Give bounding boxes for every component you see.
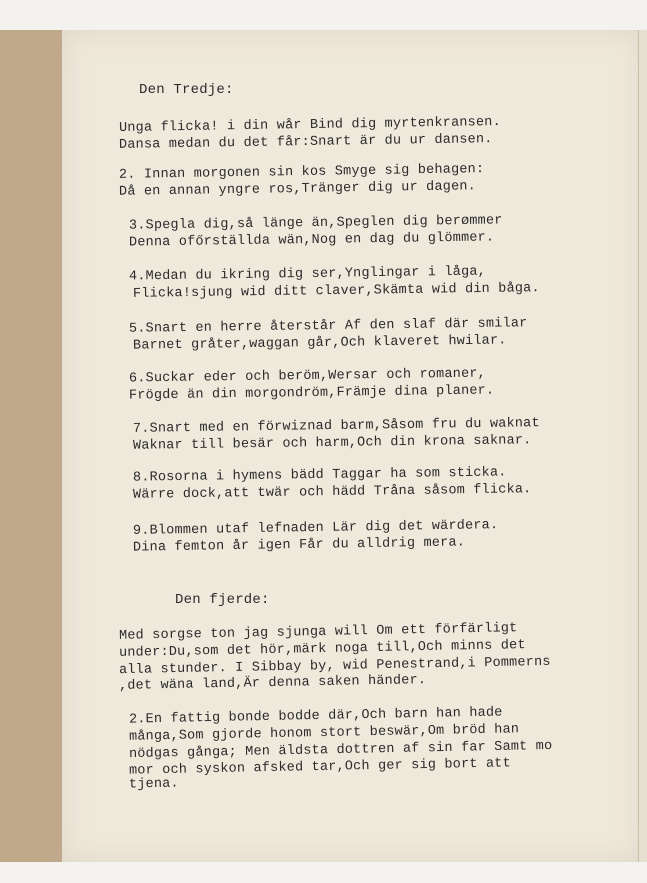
heading-den-tredje: Den Tredje:: [139, 82, 234, 98]
verse-4-line-2: Flicka!sjung wid ditt claver,Skämta wid din båga.: [132, 281, 540, 302]
verse-4-line-1: 4.Medan du ikring dig ser,Ynglingar i låga,: [128, 264, 487, 285]
verse-5-line-2: Barnet gråter,waggan går,Och klaveret hwilar.: [132, 333, 507, 354]
verse-2-line-2: Då en annan yngre ros,Tränger dig ur dagen.: [118, 179, 477, 200]
verse-9-line-1: 9.Blommen utaf lefnaden Lär dig det wärdera.: [132, 518, 499, 539]
verse-6-line-1: 6.Suckar eder och beröm,Wersar och romaner,: [128, 366, 487, 387]
verse-7-line-2: Waknar till besär och harm,Och din krona saknar.: [132, 433, 532, 454]
stanza-1-line-4: ,det wäna land,Är denna saken händer.: [118, 673, 427, 694]
verse-6-line-2: Frögde än din morgondröm,Främje dina planer.: [128, 383, 495, 404]
verse-8-line-2: Wärre dock,att twär och hädd Tråna såsom flicka.: [132, 482, 532, 503]
stanza-1-line-3: alla stunder. I Sibbay by, wid Penestrand,i Pommerns: [118, 654, 551, 679]
top-margin: [0, 0, 647, 30]
stanza-1-line-2: under:Du,som det hör,märk noga till,Och minns det: [118, 638, 526, 661]
verse-5-line-1: 5.Snart en herre återstår Af den slaf där smilar: [128, 316, 528, 337]
stanza-2-line-1: 2.En fattig bonde bodde där,Och barn han hade: [128, 705, 503, 728]
verse-1-line-1: Unga flicka! i din wår Bind dig myrtenkransen.: [118, 115, 501, 136]
verse-2-line-1: 2. Innan morgonen sin kos Smyge sig behagen:: [118, 162, 485, 183]
verse-7-line-1: 7.Snart med en förwiznad barm,Såsom fru du waknat: [132, 416, 540, 437]
verse-9-line-2: Dina femton år igen Får du alldrig mera.: [132, 535, 466, 556]
verse-8-line-1: 8.Rosorna i hymens bädd Taggar ha som sticka.: [132, 465, 507, 486]
verse-3-line-2: Denna ofőrställda wän,Nog en dag du glömmer.: [128, 230, 495, 251]
heading-den-fjerde: Den fjerde:: [175, 592, 270, 608]
verse-3-line-1: 3.Spegla dig,så länge än,Speglen dig berømmer: [128, 213, 503, 234]
verse-1-line-2: Dansa medan du det får:Snart är du ur dansen.: [118, 132, 493, 153]
page-edge: [638, 30, 647, 862]
stanza-2-line-5: tjena.: [128, 776, 179, 793]
stanza-2-line-3: nödgas gånga; Men äldsta dottren af sin far Samt mo: [128, 738, 553, 763]
stanza-2-line-2: många,Som gjorde honom stort beswär,Om bröd han: [128, 722, 520, 745]
stanza-1-line-1: Med sorgse ton jag sjunga will Om ett förfärligt: [118, 621, 518, 644]
bottom-margin: [0, 862, 647, 883]
stanza-2-line-4: mor och syskon afsked tar,Och ger sig bort att: [128, 756, 511, 779]
